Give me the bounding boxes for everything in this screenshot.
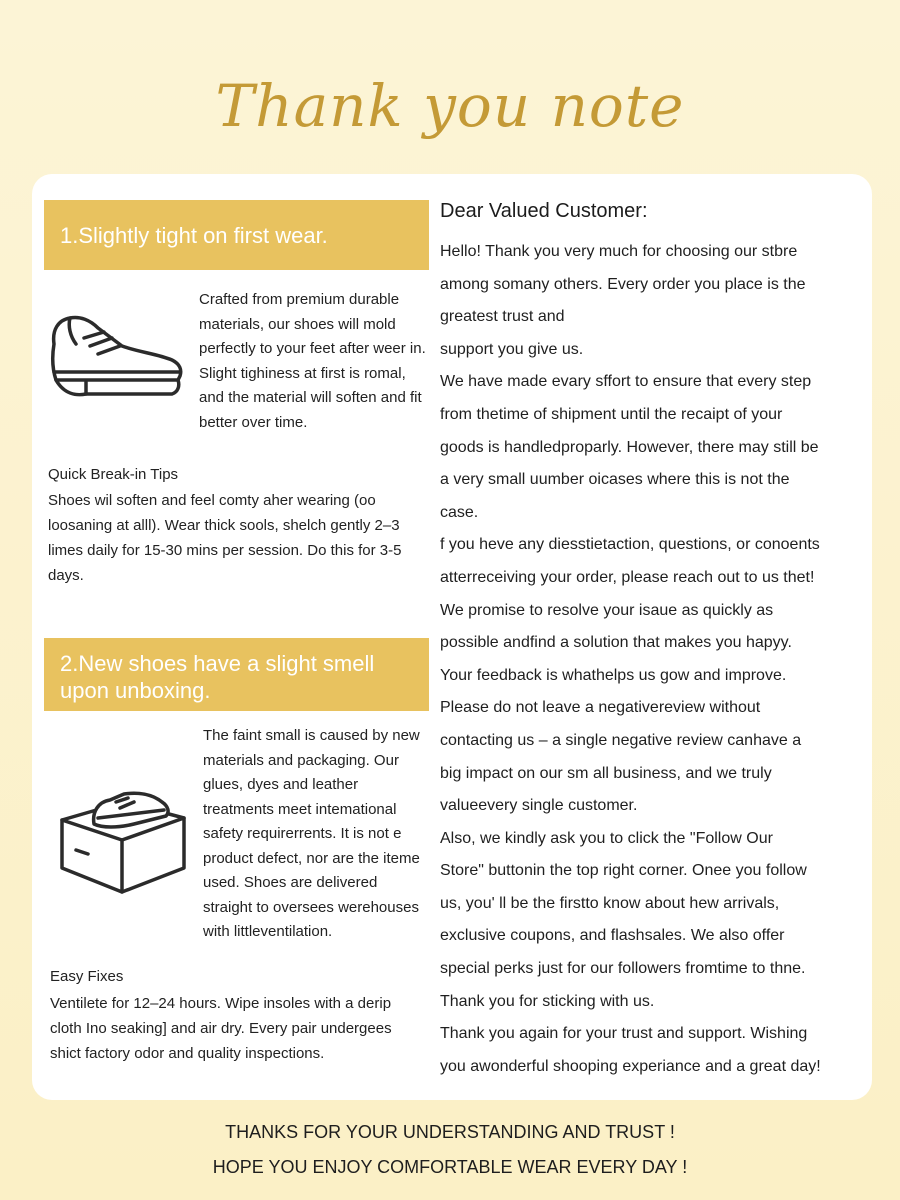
- letter-line: Thank you for sticking with us.: [440, 992, 655, 1010]
- letter-line: us, you' ll be the firstto know about hew arrivals,: [440, 894, 780, 912]
- letter-line: valueevery single customer.: [440, 797, 638, 815]
- letter-line: Store" buttonin the top right corner. Onee you follow: [440, 862, 807, 880]
- page-title: Thank you note: [215, 72, 685, 140]
- letter-line: We have made evary sffort to ensure that every step: [440, 373, 812, 391]
- note-card: [32, 174, 872, 1100]
- section1-heading: 1.Slightly tight on first wear.: [44, 200, 429, 270]
- letter-line: from thetime of shipment until the recaipt of your: [440, 405, 783, 423]
- section1-tips-title: Quick Break-in Tips: [48, 466, 179, 483]
- section2-heading: 2.New shoes have a slight smell upon unboxing.: [44, 638, 429, 711]
- letter-line: special perks just for our followers fromtime to thne.: [440, 960, 806, 978]
- shoe-icon: [46, 302, 186, 400]
- letter-line: goods is handledproparly. However, there may still be: [440, 438, 819, 456]
- section1-tips-text: Shoes wil soften and feel comty aher wearing (oo loosaning at alll). Wear thick sools, shelch gently 2–3 limes daily for 15-30 mins per session. Do this for 3-5 days.: [48, 492, 402, 584]
- letter-line: f you heve any diesstietaction, questions, or conoents: [440, 536, 820, 554]
- section1-paragraph: Crafted from premium durable materials, our shoes will mold perfectly to your feet after weer in. Slight tighiness at first is romal, and the material will soften and fit better over time.: [199, 291, 426, 431]
- letter-greeting: Dear Valued Customer:: [440, 200, 648, 222]
- letter-line: Hello! Thank you very much for choosing our stbre: [440, 243, 798, 260]
- letter-line: We promise to resolve your isaue as quickly as: [440, 601, 774, 619]
- section2-tips-title: Easy Fixes: [50, 968, 124, 985]
- letter-line: Also, we kindly ask you to click the "Follow Our: [440, 829, 773, 847]
- letter-line: big impact on our sm all business, and we truly: [440, 764, 772, 782]
- letter-line: support you give us.: [440, 340, 584, 358]
- letter-line: among somany others. Every order you place is the: [440, 275, 806, 293]
- footer-line-1: THANKS FOR YOUR UNDERSTANDING AND TRUST !: [225, 1122, 675, 1142]
- letter-line: atterreceiving your order, please reach out to us thet!: [440, 568, 815, 586]
- letter-line: contacting us – a single negative review canhave a: [440, 731, 802, 749]
- letter-line: Thank you again for your trust and support. Wishing: [440, 1025, 808, 1043]
- section2-tips-text: Ventilete for 12–24 hours. Wipe insoles with a derip cloth Ino seaking] and air dry. Every pair undergees shict factory odor and quality inspections.: [50, 995, 392, 1062]
- letter-line: Your feedback is whathelps us gow and improve.: [440, 666, 787, 684]
- shoebox-icon: [58, 784, 188, 896]
- letter-body: [440, 236, 866, 1083]
- letter-line: greatest trust and: [440, 308, 565, 326]
- letter-line: a very small uumber oicases where this is not the: [440, 471, 790, 489]
- letter-line: exclusive coupons, and flashsales. We also offer: [440, 927, 785, 945]
- footer-line-2: HOPE YOU ENJOY COMFORTABLE WEAR EVERY DAY !: [212, 1157, 688, 1177]
- letter-line: case.: [440, 503, 479, 521]
- letter-line: possible andfind a solution that makes you hapyy.: [440, 634, 792, 652]
- letter-line: Please do not leave a negativereview without: [440, 699, 761, 717]
- section2-paragraph: The faint small is caused by new materials and packaging. Our glues, dyes and leather treatments meet intemational safety requirerrents. It is not e product defect, nor are the iteme used. Shoes are delivered straight to oversees werehouses with littleventilation.: [203, 727, 420, 940]
- letter-line: you awonderful shooping experiance and a great day!: [440, 1057, 821, 1075]
